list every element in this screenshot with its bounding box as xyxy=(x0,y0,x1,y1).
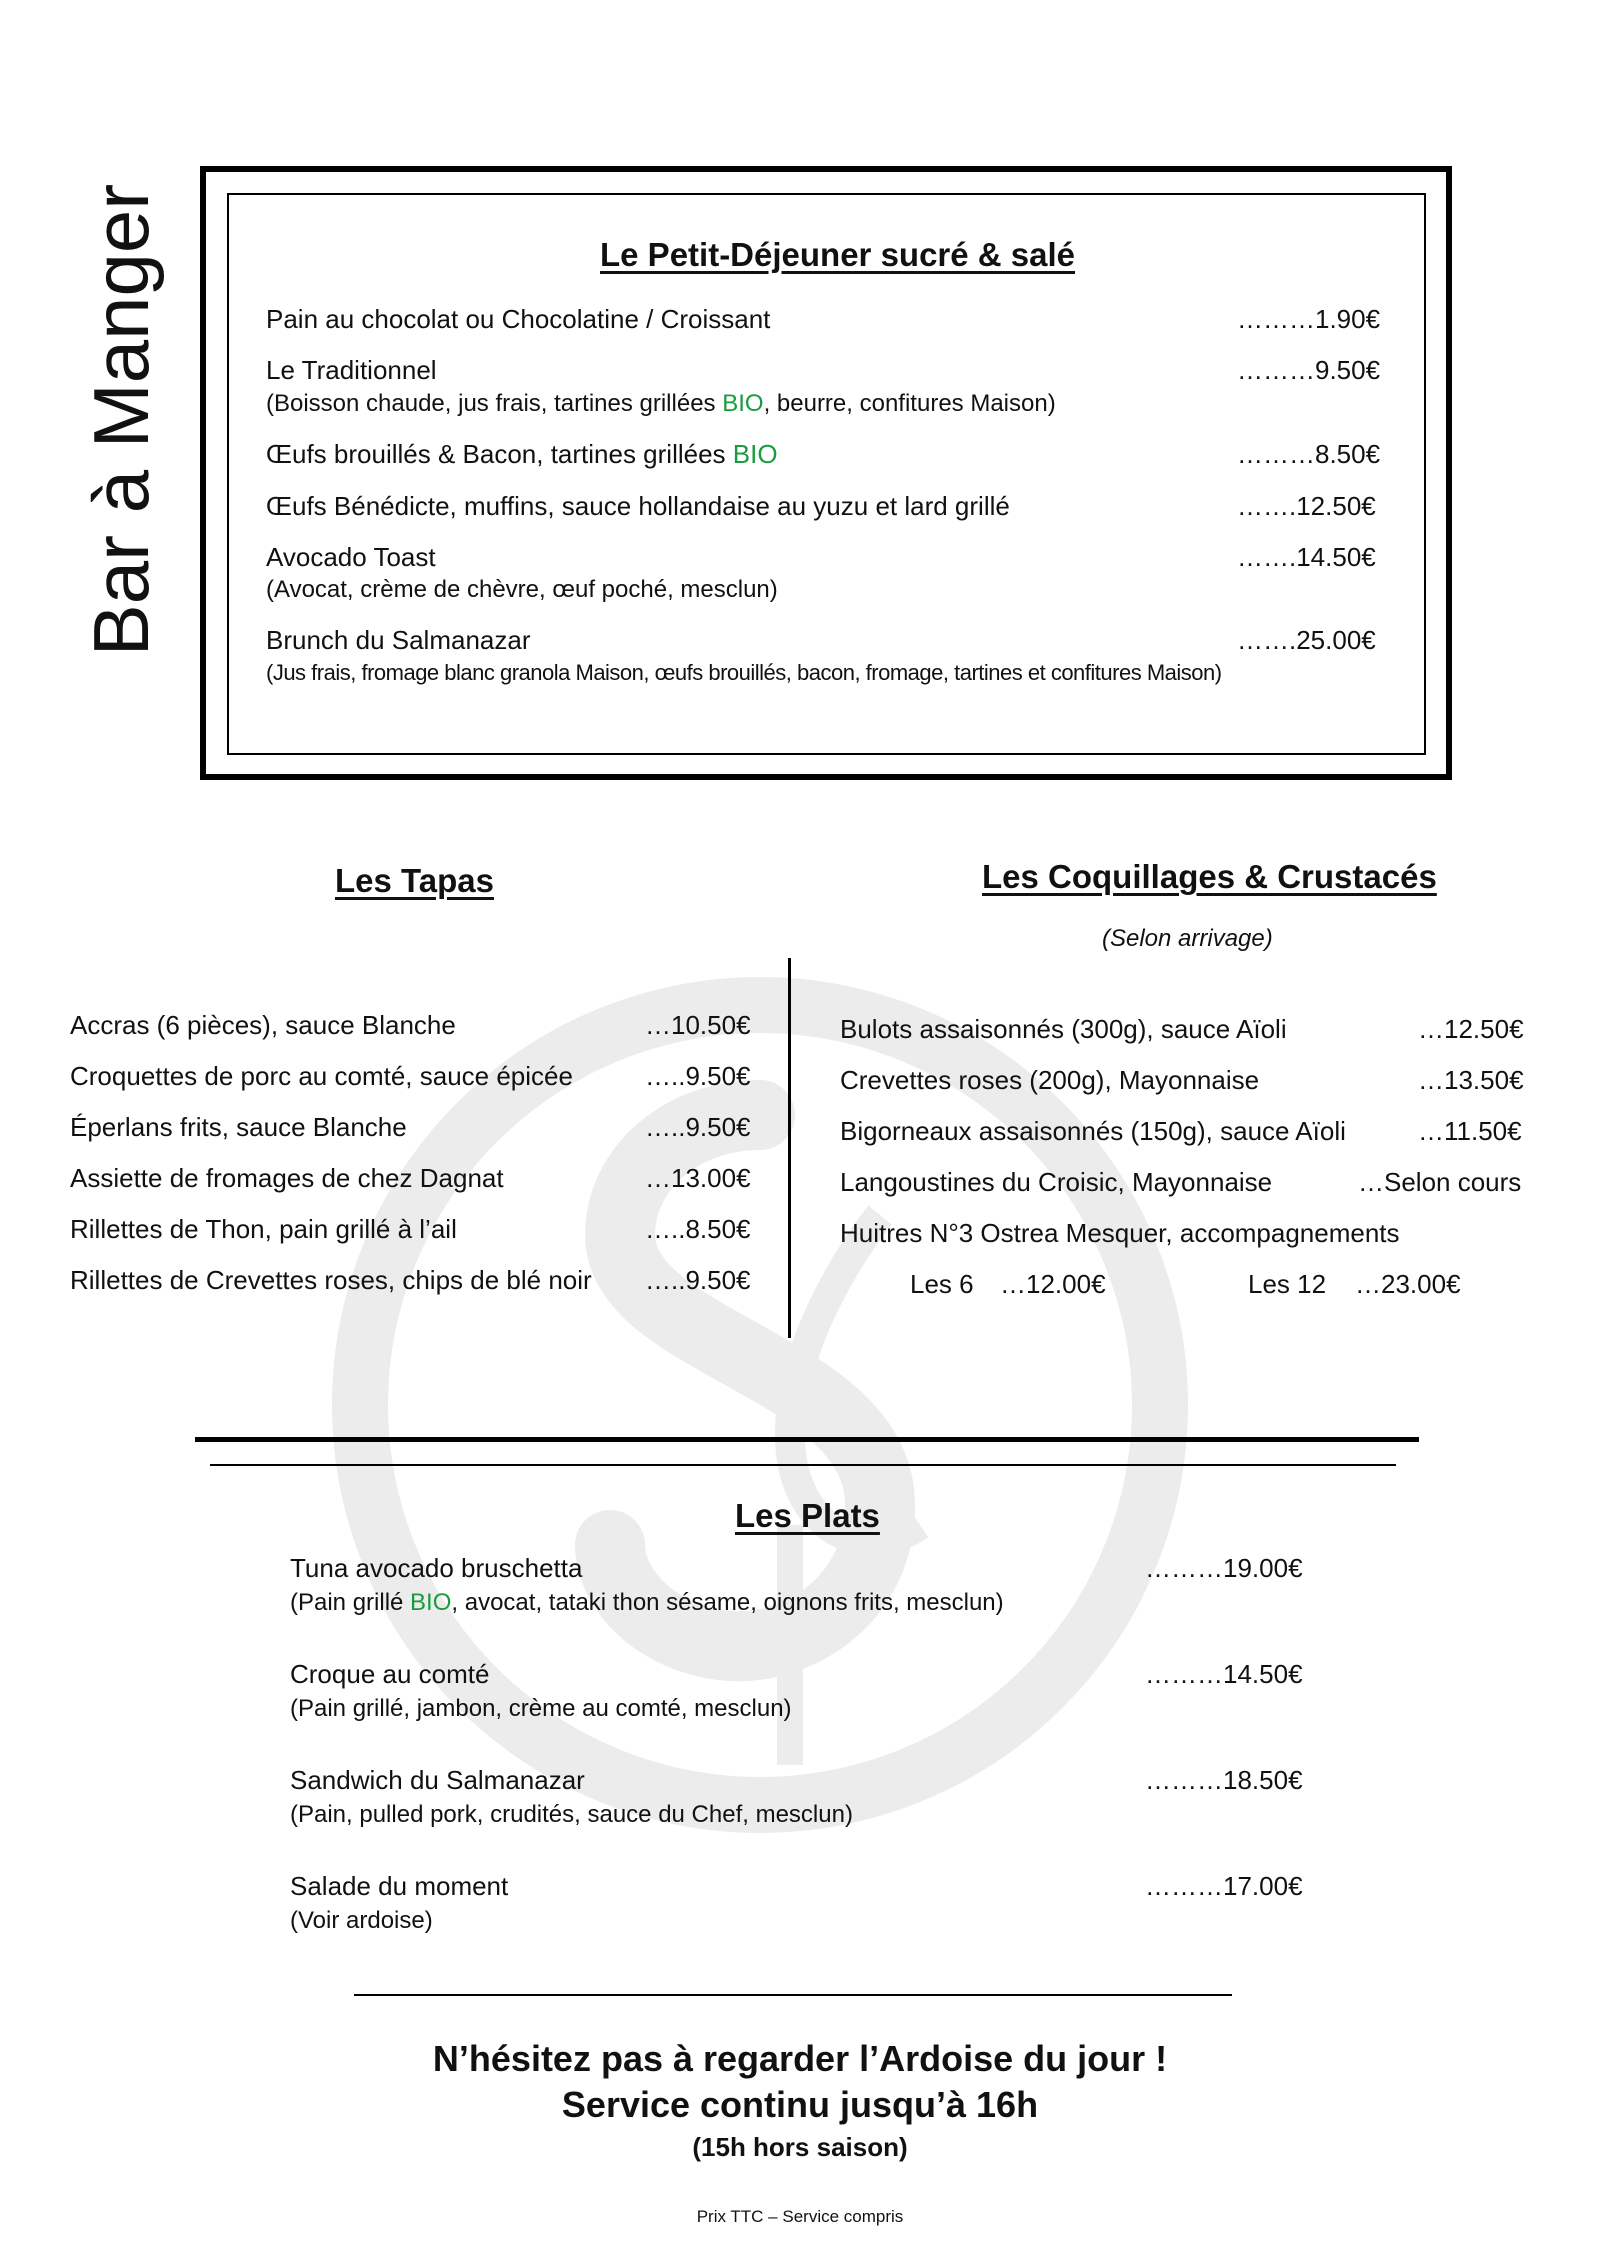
oysters-12-price: …23.00€ xyxy=(1355,1269,1461,1299)
tapas-item-price: …10.50€ xyxy=(645,1010,751,1040)
shellfish-item-name: Bulots assaisonnés (300g), sauce Aïoli xyxy=(840,1014,1287,1044)
tapas-item-name: Assiette de fromages de chez Dagnat xyxy=(70,1163,504,1193)
oysters-6-price: …12.00€ xyxy=(1000,1269,1106,1299)
shellfish-item-price: …12.50€ xyxy=(1418,1014,1524,1044)
footer-small-print: Prix TTC – Service compris xyxy=(696,2207,904,2226)
breakfast-item-price: ………1.90€ xyxy=(1237,304,1381,334)
tapas-item-price: …..9.50€ xyxy=(645,1112,751,1142)
mains-item-price: ………17.00€ xyxy=(1145,1871,1303,1901)
tapas-item-price: …13.00€ xyxy=(645,1163,751,1193)
tapas-item-name: Éperlans frits, sauce Blanche xyxy=(70,1112,407,1142)
breakfast-item-desc: (Boisson chaude, jus frais, tartines grillées BIO, beurre, confitures Maison) xyxy=(266,390,1056,417)
tapas-item-name: Rillettes de Crevettes roses, chips de blé noir xyxy=(70,1265,592,1295)
section-rule-thick xyxy=(195,1437,1419,1442)
shellfish-item-name: Crevettes roses (200g), Mayonnaise xyxy=(840,1065,1260,1095)
bio-label: BIO xyxy=(410,1589,452,1616)
breakfast-item-price: …….25.00€ xyxy=(1237,625,1376,655)
mains-item-desc: (Pain, pulled pork, crudités, sauce du Chef, mesclun) xyxy=(290,1801,853,1828)
mains-heading: Les Plats xyxy=(735,1497,880,1534)
mains-item-price: ………19.00€ xyxy=(1145,1553,1303,1583)
breakfast-item-name: Avocado Toast xyxy=(266,542,436,572)
shellfish-item-price: …Selon cours xyxy=(1358,1167,1522,1197)
tapas-item-name: Croquettes de porc au comté, sauce épicée xyxy=(70,1061,573,1091)
footer-line-1: N’hésitez pas à regarder l’Ardoise du jour ! xyxy=(432,2038,1168,2079)
section-rule-thin xyxy=(210,1464,1396,1466)
breakfast-item-name: Œufs brouillés & Bacon, tartines grillées BIO xyxy=(266,439,778,469)
breakfast-item-price: ………9.50€ xyxy=(1237,355,1381,385)
shellfish-item-name: Huitres N°3 Ostrea Mesquer, accompagnements xyxy=(840,1218,1400,1248)
footer-rule xyxy=(354,1994,1232,1996)
shellfish-item-price: …13.50€ xyxy=(1418,1065,1524,1095)
tapas-item-price: …..9.50€ xyxy=(645,1061,751,1091)
mains-item-price: ………14.50€ xyxy=(1145,1659,1303,1689)
shellfish-heading: Les Coquillages & Crustacés xyxy=(982,858,1437,895)
mains-item-price: ………18.50€ xyxy=(1145,1765,1303,1795)
shellfish-item-name: Langoustines du Croisic, Mayonnaise xyxy=(840,1167,1273,1197)
mains-item-desc: (Pain grillé BIO, avocat, tataki thon sésame, oignons frits, mesclun) xyxy=(290,1589,1004,1616)
mains-item-name: Croque au comté xyxy=(290,1659,490,1689)
mains-item-name: Sandwich du Salmanazar xyxy=(290,1765,585,1795)
mains-item-name: Salade du moment xyxy=(290,1871,509,1901)
tapas-item-name: Accras (6 pièces), sauce Blanche xyxy=(70,1010,456,1040)
footer-line-2: Service continu jusqu’à 16h xyxy=(561,2084,1039,2125)
shellfish-item-price: …11.50€ xyxy=(1418,1116,1522,1146)
breakfast-item-desc: (Avocat, crème de chèvre, œuf poché, mesclun) xyxy=(266,576,778,603)
breakfast-item-name: Le Traditionnel xyxy=(266,355,437,385)
bio-label: BIO xyxy=(732,439,778,469)
mains-item-name: Tuna avocado bruschetta xyxy=(290,1553,583,1583)
tapas-item-name: Rillettes de Thon, pain grillé à l’ail xyxy=(70,1214,457,1244)
mains-item-desc: (Voir ardoise) xyxy=(290,1907,433,1934)
bio-label: BIO xyxy=(722,390,764,417)
breakfast-item-price: …….12.50€ xyxy=(1237,491,1376,521)
oysters-12-label: Les 12 xyxy=(1248,1269,1327,1299)
side-title: Bar à Manger xyxy=(77,183,165,657)
breakfast-item-name: Brunch du Salmanazar xyxy=(266,625,531,655)
breakfast-heading: Le Petit-Déjeuner sucré & salé xyxy=(600,236,1076,273)
tapas-heading: Les Tapas xyxy=(335,862,494,899)
oysters-6-label: Les 6 xyxy=(910,1269,974,1299)
breakfast-item-price: ………8.50€ xyxy=(1237,439,1381,469)
mains-item-desc: (Pain grillé, jambon, crème au comté, mesclun) xyxy=(290,1695,792,1722)
shellfish-item-name: Bigorneaux assaisonnés (150g), sauce Aïoli xyxy=(840,1116,1346,1146)
shellfish-note: (Selon arrivage) xyxy=(1102,925,1273,952)
breakfast-item-name: Pain au chocolat ou Chocolatine / Croissant xyxy=(266,304,771,334)
breakfast-item-desc: (Jus frais, fromage blanc granola Maison, œufs brouillés, bacon, fromage, tartines et confitures Maison) xyxy=(266,660,1222,685)
column-divider xyxy=(788,958,791,1338)
breakfast-item-price: …….14.50€ xyxy=(1237,542,1376,572)
tapas-item-price: …..9.50€ xyxy=(645,1265,751,1295)
tapas-item-price: …..8.50€ xyxy=(645,1214,751,1244)
breakfast-item-name: Œufs Bénédicte, muffins, sauce hollandaise au yuzu et lard grillé xyxy=(266,491,1010,521)
footer-line-3: (15h hors saison) xyxy=(692,2132,908,2162)
